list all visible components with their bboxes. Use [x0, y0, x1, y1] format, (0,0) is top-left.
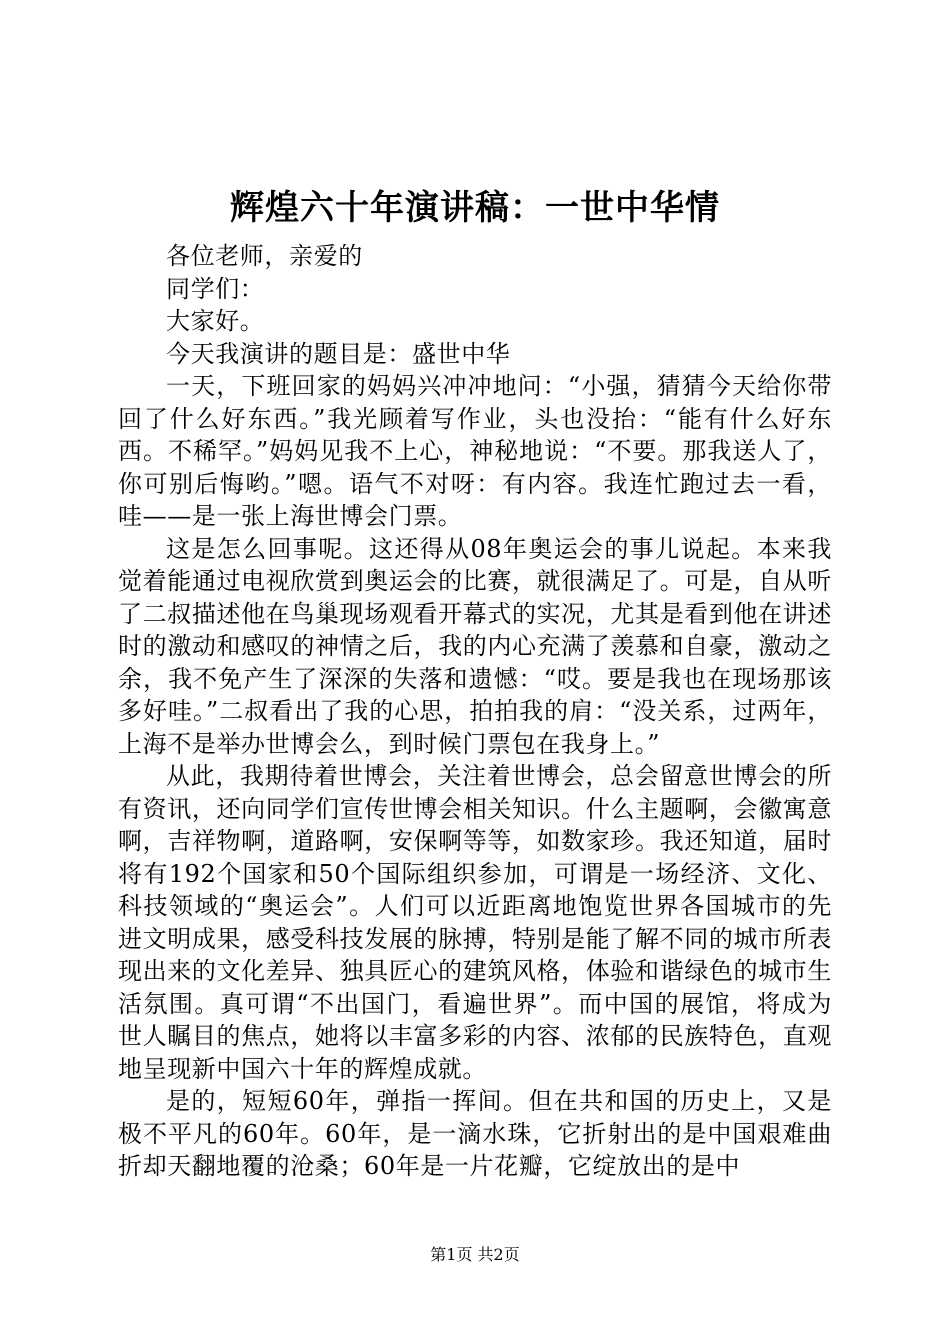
paragraph-greeting-2: 同学们： [166, 274, 265, 303]
paragraph-sixty-years: 是的，短短60年，弹指一挥间。但在共和国的历史上，又是极不平凡的60年。60年，是一滴水珠，它折射出的是中国艰难曲折却天翻地覆的沧桑；60年是一片花瓣，它绽放出的是中 [118, 1087, 832, 1180]
paragraph-greeting-1: 各位老师，亲爱的 [166, 242, 363, 270]
paragraph-greeting-3: 大家好。 [166, 307, 265, 335]
page-footer: 第1页 共2页 [430, 1245, 520, 1264]
paragraph-expo: 从此，我期待着世博会，关注着世博会，总会留意世博会的所有资讯，还向同学们宣传世博会相关知识。什么主题啊，会徽寓意啊，吉祥物啊，道路啊，安保啊等等，如数家珍。我还知道，届时将有192个国家和50个国际组织参加，可谓是一场经济、文化、科技领域的“奥运会”。人们可以近距离地饱览世界各国城市的先进文明成果，感受科技发展的脉搏，特别是能了解不同的城市所表现出来的文化差异、独具匠心的建筑风格，体验和谐绿色的城市生活氛围。真可谓“不出国门，看遍世界”。而中国的展馆，将成为世人瞩目的焦点，她将以丰富多彩的内容、浓郁的民族特色，直观地呈现新中国六十年的辉煌成就。 [118, 762, 832, 1083]
paragraph-story-2: 这是怎么回事呢。这还得从08年奥运会的事儿说起。本来我觉着能通过电视欣赏到奥运会的比赛，就很满足了。可是，自从听了二叔描述他在鸟巢现场观看开幕式的实况，尤其是看到他在讲述时的激动和感叹的神情之后，我的内心充满了羡慕和自豪，激动之余，我不免产生了深深的失落和遗憾：“哎。要是我也在现场那该多好哇。”二叔看出了我的心思，拍拍我的肩：“没关系，过两年，上海不是举办世博会么，到时候门票包在我身上。” [118, 534, 832, 758]
paragraph-story-1: 一天，下班回家的妈妈兴冲冲地问：“小强，猜猜今天给你带回了什么好东西。”我光顾着写作业，头也没抬：“能有什么好东西。不稀罕。”妈妈见我不上心，神秘地说：“不要。那我送人了，你可别后悔哟。”嗯。语气不对呀：有内容。我连忙跑过去一看，哇——是一张上海世博会门票。 [118, 372, 832, 530]
document-title: 辉煌六十年演讲稿：一世中华情 [230, 188, 720, 228]
document-body [118, 240, 832, 1183]
paragraph-topic: 今天我演讲的题目是：盛世中华 [166, 339, 511, 368]
